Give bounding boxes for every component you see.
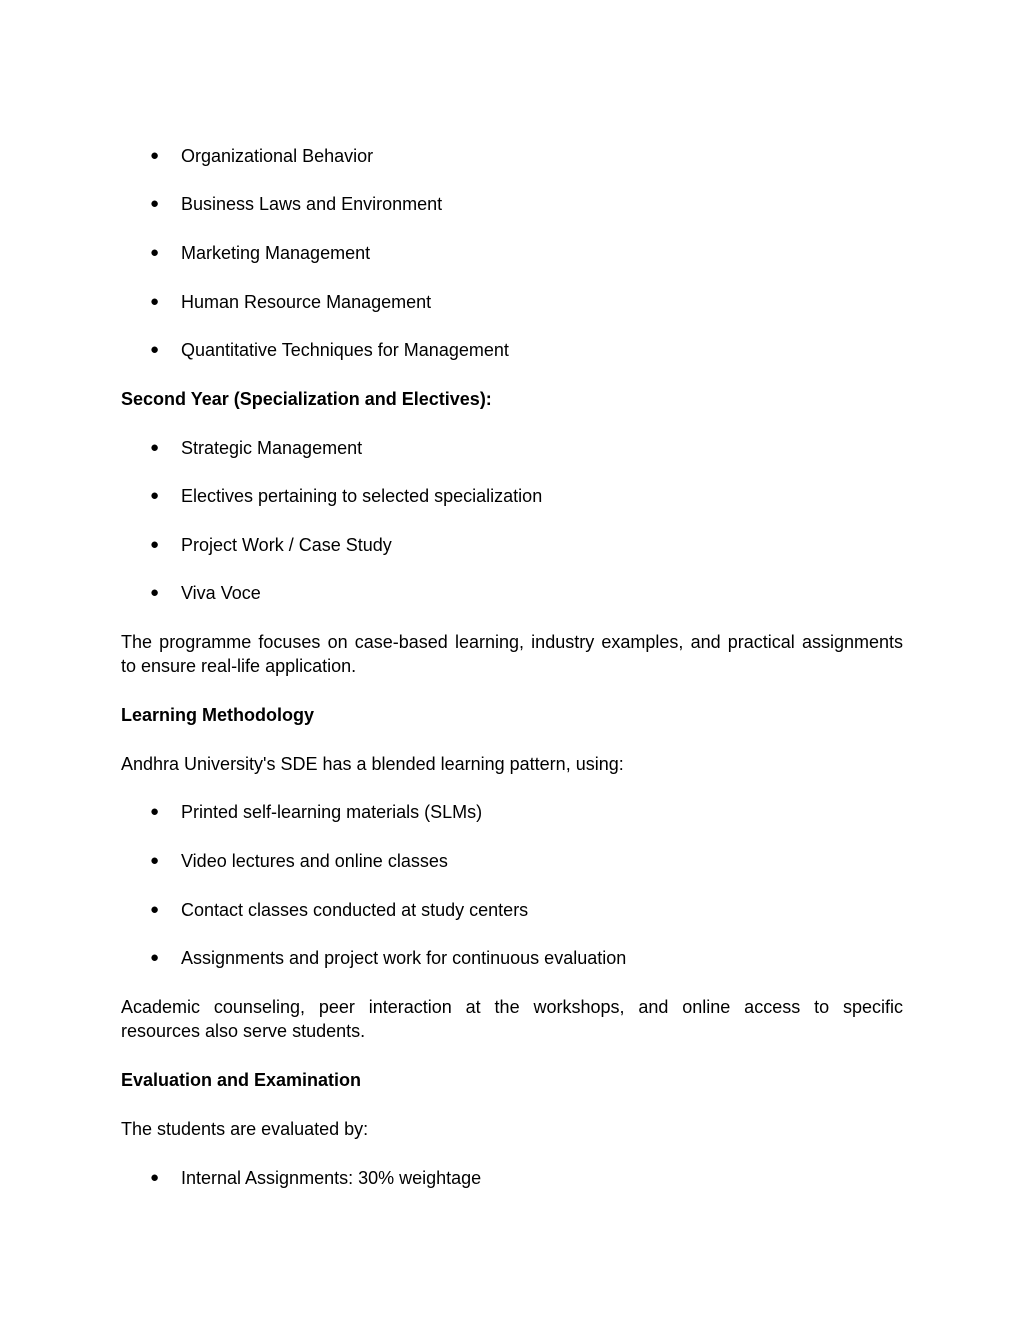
list-item-text: Video lectures and online classes <box>181 851 448 871</box>
programme-paragraph-line1: The programme focuses on case-based learning, industry examples, and practical assignments <box>121 632 903 652</box>
list-item-text: Viva Voce <box>181 583 261 603</box>
section-heading-second-year: Second Year (Specialization and Electives): <box>121 389 492 409</box>
learning-intro: Andhra University's SDE has a blended learning pattern, using: <box>121 754 624 774</box>
list-item <box>121 1166 903 1190</box>
list-item-text: Assignments and project work for continuous evaluation <box>181 948 627 968</box>
list-item <box>121 436 903 460</box>
list-item <box>121 849 903 873</box>
list-item-text: Printed self-learning materials (SLMs) <box>181 802 483 822</box>
list-item <box>121 290 903 314</box>
section-heading-evaluation: Evaluation and Examination <box>121 1070 362 1090</box>
bullet-icon: ● <box>150 536 160 553</box>
list-item <box>121 898 903 922</box>
bullet-icon: ● <box>150 147 160 164</box>
bullet-icon: ● <box>150 487 160 504</box>
bullet-icon: ● <box>150 244 160 261</box>
list-item <box>121 946 903 970</box>
list-item-text: Internal Assignments: 30% weightage <box>181 1168 482 1188</box>
list-item-text: Project Work / Case Study <box>181 535 392 555</box>
evaluation-intro: The students are evaluated by: <box>121 1119 369 1139</box>
list-item <box>121 484 903 508</box>
list-item-text: Contact classes conducted at study centers <box>181 900 529 920</box>
counseling-paragraph-line2: resources also serve students. <box>121 1021 366 1041</box>
bullet-icon: ● <box>150 341 160 358</box>
list-item-text: Marketing Management <box>181 243 371 263</box>
list-item <box>121 581 903 605</box>
bullet-icon: ● <box>150 439 160 456</box>
list-item-text: Organizational Behavior <box>181 146 374 166</box>
bullet-icon: ● <box>150 293 160 310</box>
list-item-text: Strategic Management <box>181 438 363 458</box>
list-item <box>121 241 903 265</box>
bullet-icon: ● <box>150 901 160 918</box>
list-item <box>121 192 903 216</box>
list-item <box>121 800 903 824</box>
bullet-icon: ● <box>150 803 160 820</box>
bullet-icon: ● <box>150 195 160 212</box>
list-item <box>121 144 903 168</box>
list-item <box>121 338 903 362</box>
section-heading-learning-methodology: Learning Methodology <box>121 705 314 725</box>
counseling-paragraph-line1: Academic counseling, peer interaction at the workshops, and online access to specific <box>121 997 903 1017</box>
bullet-icon: ● <box>150 1169 160 1186</box>
list-item-text: Human Resource Management <box>181 292 432 312</box>
list-item-text: Quantitative Techniques for Management <box>181 340 509 360</box>
list-item <box>121 533 903 557</box>
list-item-text: Business Laws and Environment <box>181 194 443 214</box>
bullet-icon: ● <box>150 584 160 601</box>
programme-paragraph-line2: to ensure real-life application. <box>121 656 357 676</box>
list-item-text: Electives pertaining to selected specialization <box>181 486 543 506</box>
bullet-icon: ● <box>150 949 160 966</box>
bullet-icon: ● <box>150 852 160 869</box>
